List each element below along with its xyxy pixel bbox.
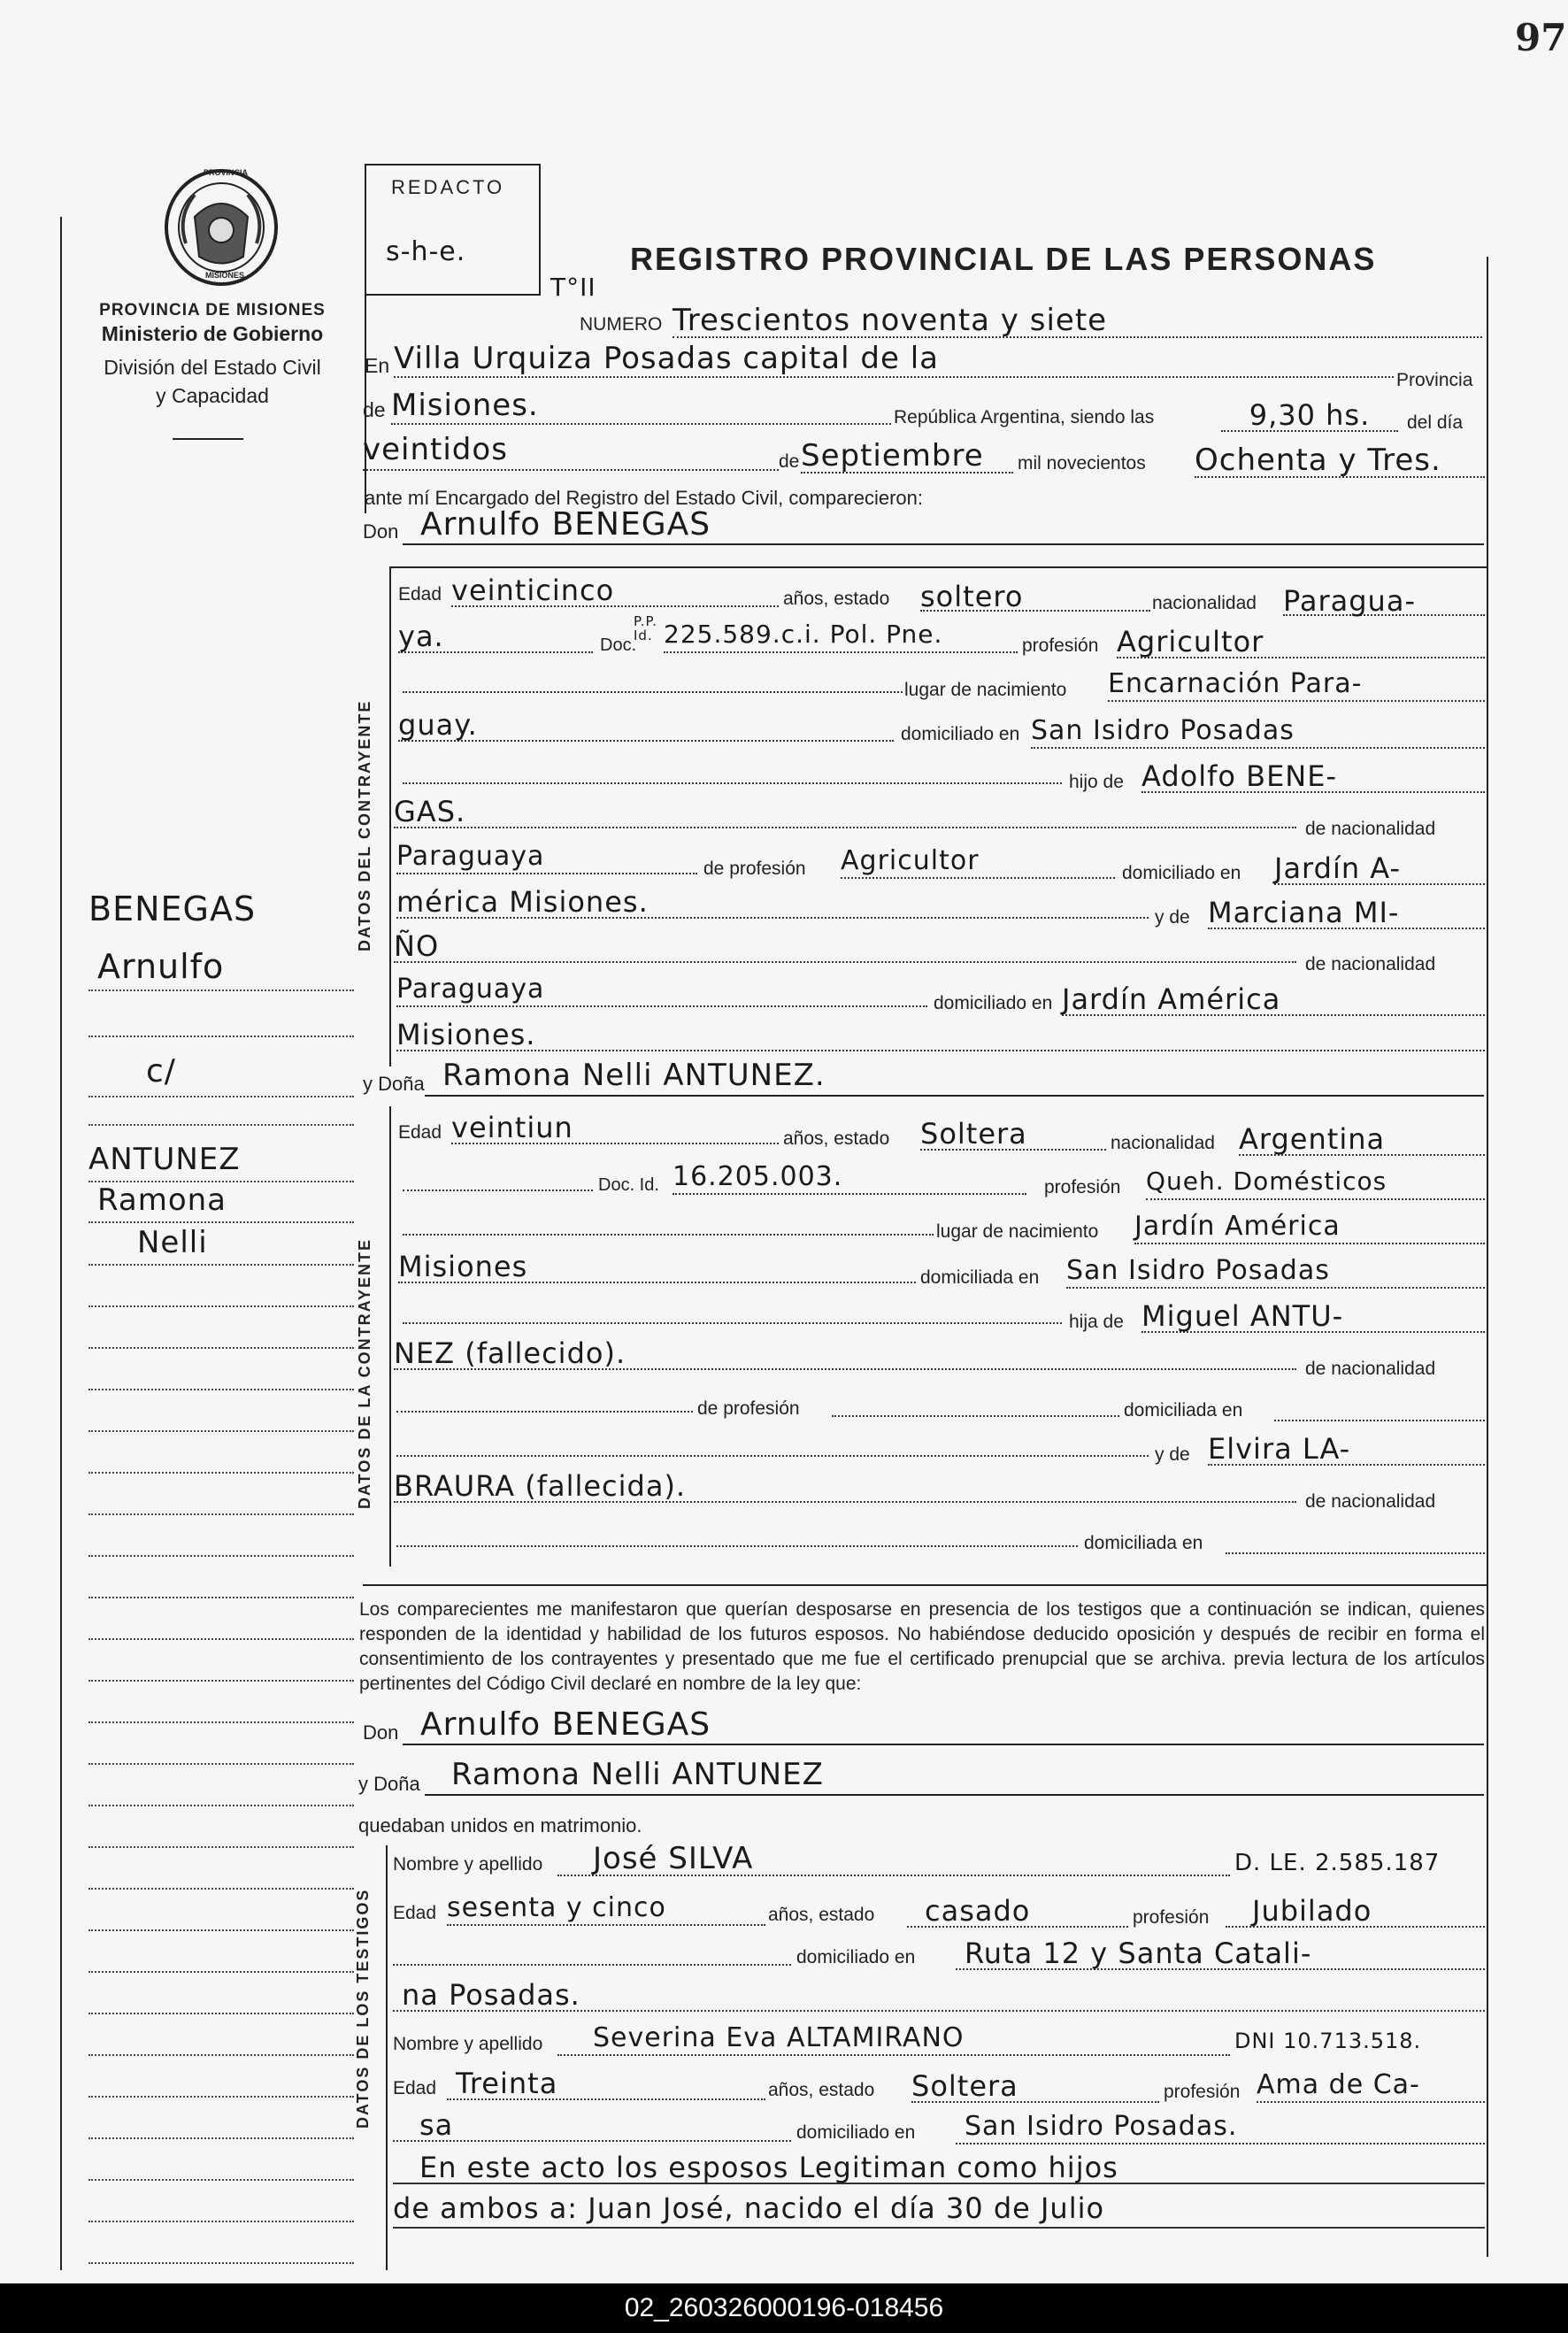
groom-mother2: ÑO <box>394 929 440 963</box>
groom-nac-field <box>1283 584 1485 616</box>
groom-mother: Marciana MI- <box>1208 896 1400 929</box>
groom-estado-label: años, estado <box>783 589 890 609</box>
groom-side-label: DATOS DEL CONTRAYENTE <box>356 699 373 951</box>
groom-block-top <box>389 566 1487 568</box>
groom-m-domic-label: domiciliado en <box>934 993 1053 1013</box>
bride-mother-field <box>1208 1432 1485 1466</box>
redacto-value: s-h-e. <box>386 236 466 267</box>
groom-block-rule <box>389 566 391 1066</box>
bride-nac-label: nacionalidad <box>1111 1133 1215 1153</box>
margin-ruled-line <box>88 1638 354 1640</box>
w2-prof2: sa <box>419 2108 454 2142</box>
groom-nac2: ya. <box>398 620 444 653</box>
redacto-label: REDACTO <box>391 176 505 198</box>
statement-text: Los comparecientes me manifestaron que querían desposarse en presencia de los testigos que a continuación se indican, quienes responden de la identidad y habilidad de los futuros esposos. No habiéndose deducido oposición y después de recibir en forma el consentimiento de los contrayentes y presentado que me fue el certificado prenupcial que se archiva. previa lectura de los artículos pertinentes del Código Civil declaré en nombre de la ley que: <box>359 1599 1485 1694</box>
margin-name-bride: Ramona <box>97 1182 227 1218</box>
division-subheading: y Capacidad <box>156 384 269 407</box>
bride-doc: 16.205.003. <box>673 1161 843 1192</box>
w2-edad: Treinta <box>456 2067 558 2100</box>
don-value: Arnulfo BENEGAS <box>420 506 711 543</box>
bride-yde-label: y de <box>1155 1444 1190 1465</box>
note-text-1: En este acto los esposos Legitiman como hijos <box>419 2151 1118 2184</box>
margin-ruled-line <box>88 1763 354 1765</box>
provincial-seal <box>159 164 283 288</box>
left-margin-rule <box>60 217 62 2270</box>
groom-estado: soltero <box>920 580 1024 613</box>
seal-top-text: PROVINCIA <box>204 168 249 177</box>
page-number: 97 <box>1515 16 1567 59</box>
groom-father2: GAS. <box>394 795 466 828</box>
bride-nac-field <box>1239 1122 1485 1156</box>
w2-prof-label: profesión <box>1164 2082 1241 2102</box>
groom-f-domic-label: domiciliado en <box>1122 863 1241 883</box>
document-id-footer: 02_260326000196-018456 <box>0 2283 1568 2333</box>
margin-name-groom: Arnulfo <box>97 947 225 986</box>
bride-f-domic-label: domiciliada en <box>1124 1400 1243 1421</box>
don-field <box>403 506 1484 545</box>
w1-domic2-field <box>393 1978 1485 2012</box>
bride-prof: Queh. Domésticos <box>1146 1166 1387 1196</box>
groom-lugar2-field <box>398 708 894 742</box>
groom-doc: 225.589.c.i. Pol. Pne. <box>664 620 943 649</box>
bride-edad: veintiun <box>451 1111 573 1144</box>
time-field <box>1221 398 1398 432</box>
bride-mother2: BRAURA (fallecida). <box>394 1469 687 1503</box>
bride-blank-line-3 <box>403 1292 1062 1324</box>
dona-label: y Doña <box>363 1073 425 1095</box>
bride-domic-field <box>1066 1255 1485 1289</box>
time-value: 9,30 hs. <box>1249 398 1371 432</box>
numero-value: Trescientos noventa y siete <box>673 303 1108 338</box>
margin-ruled-line <box>88 1305 354 1307</box>
dona-value: Ramona Nelli ANTUNEZ. <box>442 1058 826 1093</box>
province-value: Misiones. <box>391 388 539 423</box>
bride-prof-field <box>1146 1166 1485 1200</box>
margin-ruled-line <box>88 2262 354 2264</box>
w2-nombre: Severina Eva ALTAMIRANO <box>593 2022 965 2053</box>
bride-blank-line-4 <box>396 1381 693 1413</box>
bride-lugar-field <box>1134 1211 1485 1244</box>
w2-estado: Soltera <box>911 2069 1018 2103</box>
w1-prof: Jubilado <box>1252 1894 1372 1928</box>
margin-ruled-line <box>88 1721 354 1723</box>
groom-deprof-label: de profesión <box>703 859 806 879</box>
groom-father-prof-field <box>841 845 1115 879</box>
groom-mother-domic2: Misiones. <box>396 1018 536 1051</box>
margin-ruled-line <box>88 1805 354 1806</box>
groom-mother-nac-label: de nacionalidad <box>1305 954 1436 974</box>
year-field <box>1195 443 1485 478</box>
margin-ruled-line <box>88 1513 354 1515</box>
groom-edad-field <box>451 574 779 607</box>
w1-domic: Ruta 12 y Santa Catali- <box>965 1936 1312 1970</box>
witness-block-rule <box>386 1845 388 2270</box>
bride-mother2-field <box>394 1469 1296 1503</box>
bride-father: Miguel ANTU- <box>1141 1299 1344 1333</box>
margin-ruled-line <box>88 1389 354 1390</box>
w2-estado-field <box>911 2069 1159 2103</box>
margin-ruled-line <box>88 1555 354 1557</box>
groom-doc-pre2: Id. <box>634 628 653 643</box>
bride-father2: NEZ (fallecido). <box>394 1336 626 1370</box>
groom-lugar2: guay. <box>398 708 478 742</box>
bride-father-prof-field <box>832 1385 1119 1417</box>
bride-estado: Soltera <box>920 1117 1027 1151</box>
groom-nac-label: nacionalidad <box>1152 593 1257 613</box>
margin-line-6 <box>88 1182 354 1223</box>
groom-father-domic-field <box>1274 851 1485 885</box>
bride-mother: Elvira LA- <box>1208 1432 1351 1466</box>
w2-estado-label: años, estado <box>768 2080 875 2100</box>
registry-title: REGISTRO PROVINCIAL DE LAS PERSONAS <box>630 241 1377 277</box>
ministry-heading: Ministerio de Gobierno <box>101 322 324 345</box>
redacto-box <box>365 164 541 296</box>
w2-edad-field <box>447 2067 765 2100</box>
w1-prof-field <box>1226 1894 1485 1928</box>
year-value: Ochenta y Tres. <box>1195 443 1441 478</box>
groom-yde-label: y de <box>1155 907 1190 928</box>
province-field <box>391 388 891 425</box>
w2-domic: San Isidro Posadas. <box>965 2111 1238 2142</box>
w1-edad-field <box>447 1892 765 1926</box>
bride-lugar: Jardín América <box>1134 1211 1341 1242</box>
w1-estado: casado <box>925 1894 1031 1928</box>
note-text-2: de ambos a: Juan José, nacido el día 30 de Julio <box>393 2191 1105 2225</box>
note-line-1 <box>393 2151 1485 2184</box>
bride-estado-label: años, estado <box>783 1128 890 1149</box>
union-dona: Ramona Nelli ANTUNEZ <box>451 1757 824 1792</box>
w1-nombre: José SILVA <box>593 1841 754 1876</box>
bride-prof-label: profesión <box>1044 1177 1121 1197</box>
groom-doc-field <box>664 620 1018 653</box>
groom-mother-nac-field <box>396 974 927 1007</box>
w2-doc: DNI 10.713.518. <box>1234 2029 1422 2053</box>
bride-deprof-label: de profesión <box>697 1398 800 1419</box>
day-value: veintidos <box>363 432 508 467</box>
groom-edad-label: Edad <box>398 584 442 604</box>
margin-line-5 <box>88 1142 354 1182</box>
numero-label: NUMERO <box>580 314 663 335</box>
margin-surname-groom: BENEGAS <box>88 889 257 928</box>
margin-line-3 <box>88 1053 354 1097</box>
groom-mother-field <box>1208 896 1485 929</box>
del-dia-label: del día <box>1407 412 1464 433</box>
groom-nac2-field <box>398 620 593 653</box>
groom-blank-line-2 <box>403 751 1062 784</box>
bride-hija-label: hija de <box>1069 1312 1124 1332</box>
margin-ruled-line <box>88 2137 354 2139</box>
province-heading: PROVINCIA DE MISIONES <box>99 301 326 320</box>
bride-mother-domic-field <box>1226 1522 1485 1554</box>
w1-nombre-field <box>557 1841 1230 1876</box>
groom-doc-label: Doc. <box>600 635 637 655</box>
groom-father-field <box>1141 759 1485 793</box>
groom-domic-field <box>1031 715 1485 749</box>
w2-prof: Ama de Ca- <box>1257 2069 1420 2100</box>
bride-father2-field <box>394 1336 1296 1370</box>
groom-mother-domic: Jardín América <box>1062 982 1281 1016</box>
bride-estado-field <box>920 1117 1106 1151</box>
bride-lugar-label: lugar de nacimiento <box>936 1221 1099 1242</box>
w2-prof-field <box>1257 2069 1485 2103</box>
margin-ruled-line <box>88 2096 354 2098</box>
groom-father: Adolfo BENE- <box>1141 759 1337 793</box>
groom-father-nac: Paraguaya <box>396 841 545 872</box>
bride-lugar2: Misiones <box>398 1250 528 1283</box>
w1-estado-label: años, estado <box>768 1905 875 1925</box>
republica-label: República Argentina, siendo las <box>894 407 1155 427</box>
note-line-2 <box>393 2191 1485 2229</box>
groom-mother-domic-field <box>1062 982 1485 1016</box>
groom-prof-label: profesión <box>1022 635 1099 656</box>
bride-nac: Argentina <box>1239 1122 1386 1156</box>
division-heading: División del Estado Civil <box>104 356 321 379</box>
groom-father2-field <box>394 795 1296 828</box>
groom-hijo-label: hijo de <box>1069 772 1124 792</box>
de-label: de <box>779 451 800 472</box>
union-dona-label: y Doña <box>358 1773 420 1795</box>
union-don-label: Don <box>363 1721 399 1744</box>
margin-ruled-line <box>88 2179 354 2181</box>
w1-domic-field <box>956 1936 1485 1970</box>
margin-ruled-line <box>88 2221 354 2222</box>
groom-domic: San Isidro Posadas <box>1031 715 1295 746</box>
bride-edad-label: Edad <box>398 1122 442 1143</box>
groom-lugar-label: lugar de nacimiento <box>904 680 1067 700</box>
groom-nac: Paragua- <box>1283 584 1416 618</box>
union-dona-field <box>425 1757 1484 1796</box>
margin-line-1 <box>88 947 354 991</box>
bride-edad-field <box>451 1111 779 1144</box>
header-divider <box>173 438 243 440</box>
margin-ruled-line <box>88 1680 354 1682</box>
bride-lugar2-field <box>398 1250 916 1283</box>
margin-ruled-line <box>88 1347 354 1349</box>
form-right-rule <box>1487 257 1488 2257</box>
w1-blank-line <box>393 1934 791 1966</box>
margin-con: c/ <box>146 1053 176 1090</box>
mil-label: mil novecientos <box>1018 453 1146 474</box>
bride-m-domic-label: domiciliada en <box>1084 1533 1203 1553</box>
seal-bottom-text: MISIONES <box>205 271 245 280</box>
place-value: Villa Urquiza Posadas capital de la <box>394 341 939 376</box>
bride-side-label: DATOS DE LA CONTRAYENTE <box>356 1237 373 1509</box>
w2-prof2-field <box>393 2108 791 2142</box>
groom-blank-line <box>403 659 903 693</box>
bride-father-field <box>1141 1299 1485 1333</box>
witness-side-label: DATOS DE LOS TESTIGOS <box>354 1888 372 2129</box>
place-prefix: En <box>365 354 390 377</box>
province-prefix: de <box>363 398 386 421</box>
groom-father-nac-label: de nacionalidad <box>1305 819 1436 839</box>
groom-father-domic: Jardín A- <box>1274 851 1402 885</box>
margin-ruled-line <box>88 1472 354 1474</box>
bride-blank-line-5 <box>396 1425 1149 1457</box>
w1-edad-label: Edad <box>393 1903 437 1923</box>
day-field <box>363 432 779 471</box>
groom-edad: veinticinco <box>451 574 615 607</box>
margin-ruled-line <box>88 1430 354 1432</box>
month-field <box>801 438 1013 474</box>
margin-ruled-line <box>88 1846 354 1848</box>
groom-mother2-field <box>394 929 1296 963</box>
groom-mother-nac: Paraguaya <box>396 974 545 1005</box>
groom-lugar-field <box>1108 668 1485 702</box>
bride-domic-label: domiciliada en <box>920 1267 1040 1288</box>
groom-doc-pre <box>634 614 657 643</box>
w1-doc: D. LE. 2.585.187 <box>1234 1850 1441 1876</box>
w2-nombre-field <box>557 2022 1230 2056</box>
margin-ruled-line <box>88 1597 354 1598</box>
bride-doc-label: Doc. Id. <box>598 1175 659 1195</box>
margin-ruled-line <box>88 1888 354 1890</box>
w2-nombre-label: Nombre y apellido <box>393 2034 543 2054</box>
margin-ruled-line <box>88 1971 354 1973</box>
provincia-label: Provincia <box>1396 370 1473 390</box>
groom-mother-domic2-field <box>396 1018 1485 1051</box>
bride-father-domic-field <box>1274 1390 1485 1421</box>
w2-domic-field <box>956 2111 1485 2144</box>
month-value: Septiembre <box>801 438 984 474</box>
don-label: Don <box>363 520 399 543</box>
margin-line-7 <box>88 1225 354 1266</box>
bride-doc-field <box>673 1161 1026 1195</box>
numero-field <box>673 303 1482 338</box>
bride-blank-line <box>403 1159 593 1191</box>
margin-ruled-line <box>88 2054 354 2056</box>
w1-prof-label: profesión <box>1133 1907 1210 1928</box>
ante-text: ante mí Encargado del Registro del Estado Civil, comparecieron: <box>365 487 923 509</box>
groom-prof-field <box>1117 625 1485 658</box>
margin-ruled-line <box>88 2013 354 2014</box>
union-don-field <box>403 1706 1484 1745</box>
bride-father-nac-label: de nacionalidad <box>1305 1359 1436 1379</box>
groom-father-prof: Agricultor <box>841 845 980 876</box>
dona-field <box>425 1058 1484 1097</box>
tomo-number: T°II <box>550 273 596 302</box>
w1-domic2: na Posadas. <box>402 1978 580 2012</box>
margin-name-bride-2: Nelli <box>137 1225 208 1260</box>
w2-domic-label: domiciliado en <box>796 2122 916 2143</box>
margin-surname-bride: ANTUNEZ <box>88 1142 241 1177</box>
w2-edad-label: Edad <box>393 2078 437 2098</box>
bride-domic: San Isidro Posadas <box>1066 1255 1330 1286</box>
w1-nombre-label: Nombre y apellido <box>393 1854 543 1875</box>
statement-top-rule <box>363 1584 1487 1586</box>
bride-block-rule <box>389 1106 391 1567</box>
unidos-text: quedaban unidos en matrimonio. <box>358 1814 642 1836</box>
groom-prof: Agricultor <box>1117 625 1264 658</box>
margin-line-4 <box>88 1124 354 1126</box>
groom-father-nac-field <box>396 841 697 874</box>
w1-domic-label: domiciliado en <box>796 1947 916 1967</box>
margin-ruled-line <box>88 1929 354 1931</box>
union-don: Arnulfo BENEGAS <box>420 1706 711 1743</box>
groom-doc-pre1: P.P. <box>634 613 657 629</box>
bride-blank-line-2 <box>403 1204 934 1236</box>
groom-father-domic2: mérica Misiones. <box>396 885 649 919</box>
groom-domic-label: domiciliado en <box>901 724 1020 744</box>
groom-father-domic2-field <box>396 885 1149 919</box>
bride-blank-line-6 <box>396 1515 1078 1547</box>
w1-estado-field <box>907 1894 1128 1928</box>
w1-edad: sesenta y cinco <box>447 1892 666 1923</box>
bride-mother-nac-label: de nacionalidad <box>1305 1491 1436 1512</box>
margin-line-2 <box>88 1036 354 1037</box>
groom-estado-field <box>920 580 1150 612</box>
place-field <box>394 341 1394 378</box>
groom-lugar: Encarnación Para- <box>1108 668 1363 699</box>
